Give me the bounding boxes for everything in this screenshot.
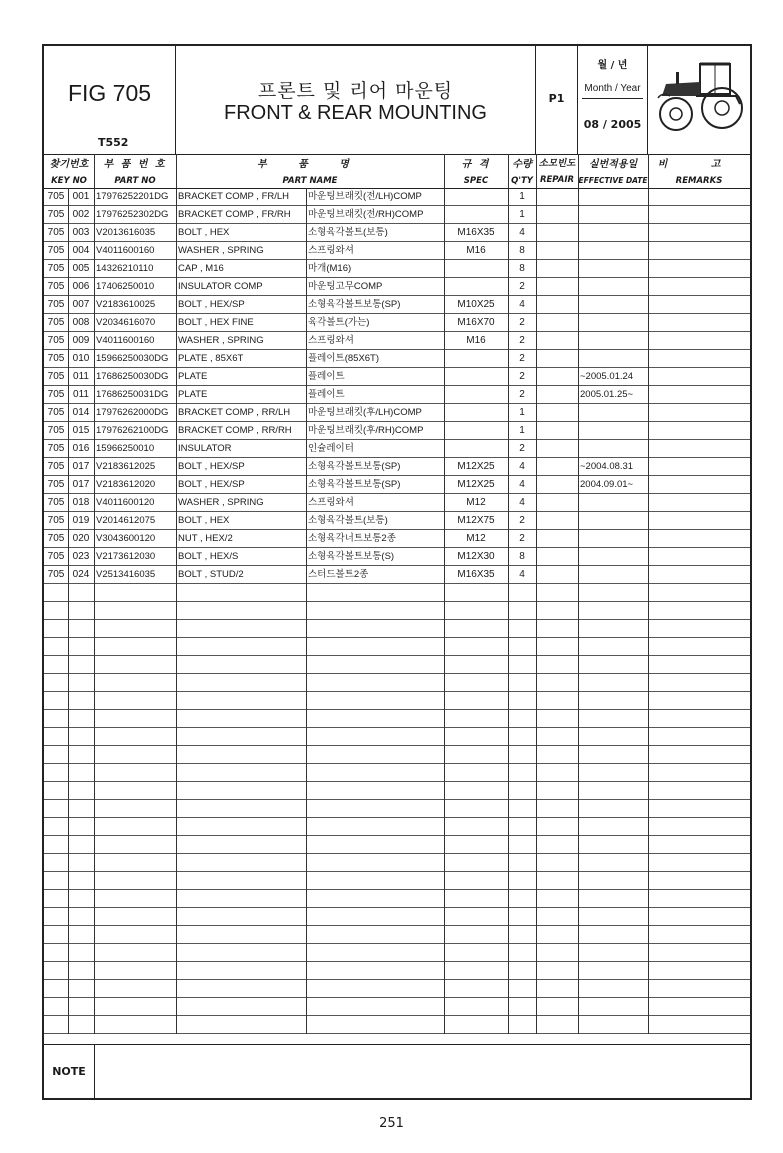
- table-row: [44, 242, 750, 260]
- cell-qty: 8: [519, 551, 525, 562]
- cell-name: BOLT , HEX/S: [178, 551, 239, 562]
- col-remarks: [648, 154, 750, 188]
- cell-spec: M16X35: [457, 227, 495, 238]
- cell-part: V2183612025: [96, 461, 156, 472]
- cell-key: 010: [72, 353, 90, 364]
- cell-name: NUT , HEX/2: [178, 533, 233, 544]
- cell-fig: 705: [47, 479, 65, 490]
- cell-fig: 705: [47, 335, 65, 346]
- cell-fig: 705: [47, 497, 65, 508]
- cell-qty: 2: [519, 317, 525, 328]
- cell-spec: M16X35: [457, 569, 495, 580]
- cell-name-ko: 인슐레이터: [308, 443, 354, 454]
- table-row: [44, 998, 750, 1016]
- column-rule: [536, 154, 537, 1034]
- cell-fig: 705: [47, 551, 65, 562]
- date-label-korean: 월 / 년: [597, 60, 628, 71]
- cell-key: 005: [72, 263, 90, 274]
- col-qty-en: Q'TY: [511, 176, 533, 186]
- note-area: [44, 1044, 750, 1099]
- table-row: [44, 656, 750, 674]
- col-part-ko: 부 품 번 호: [103, 159, 167, 170]
- cell-part: 17976262000DG: [96, 407, 169, 418]
- cell-name-ko: 마개(M16): [308, 263, 352, 274]
- cell-fig: 705: [47, 245, 65, 256]
- cell-key: 020: [72, 533, 90, 544]
- cell-eff: [580, 404, 650, 421]
- sheet-header: [44, 46, 750, 155]
- col-spec-ko: 규 격: [461, 159, 491, 170]
- column-headers: [44, 154, 750, 189]
- cell-part: 15966250010: [96, 443, 155, 454]
- col-remarks-en: REMARKS: [675, 176, 723, 186]
- cell-part: 14326210110: [96, 263, 154, 274]
- cell-eff: [580, 494, 650, 511]
- col-part-en: PART NO: [114, 176, 156, 186]
- col-spec: [444, 154, 508, 188]
- cell-name: BRACKET COMP , RR/LH: [178, 407, 291, 418]
- column-rule: [68, 188, 69, 1034]
- cell-eff: ~2005.01.24: [580, 371, 634, 382]
- cell-fig: 705: [47, 425, 65, 436]
- table-row: [44, 890, 750, 908]
- table-row: [44, 1016, 750, 1034]
- cell-qty: 1: [519, 407, 525, 418]
- cell-fig: 705: [47, 227, 65, 238]
- cell-spec: M12X25: [457, 479, 495, 490]
- table-row: [44, 764, 750, 782]
- cell-name-ko: 스프링와셔: [308, 497, 354, 508]
- cell-key: 006: [72, 281, 90, 292]
- date-box: [578, 46, 648, 154]
- table-row: [44, 494, 750, 512]
- cell-name: BRACKET COMP , FR/LH: [178, 191, 290, 202]
- table-row: [44, 566, 750, 584]
- cell-eff: [580, 206, 650, 223]
- cell-part: V3043600120: [96, 533, 156, 544]
- cell-part: V4011600120: [96, 497, 155, 508]
- table-row: [44, 638, 750, 656]
- cell-qty: 2: [519, 281, 525, 292]
- col-key-no: [44, 154, 94, 188]
- page-number: 251: [379, 1116, 404, 1131]
- cell-key: 011: [73, 371, 89, 382]
- cell-spec: [444, 206, 508, 223]
- cell-eff: [580, 566, 650, 583]
- cell-name-ko: 소형육각볼트보통(SP): [308, 461, 401, 472]
- cell-eff: [580, 260, 650, 277]
- cell-spec: M10X25: [457, 299, 495, 310]
- table-row: [44, 674, 750, 692]
- col-repair-ko: 소모빈도: [538, 158, 576, 169]
- cell-qty: 1: [519, 209, 525, 220]
- table-row: [44, 206, 750, 224]
- table-row: [44, 908, 750, 926]
- table-row: [44, 386, 750, 404]
- title-box: [176, 46, 536, 154]
- cell-spec: M12X25: [457, 461, 495, 472]
- cell-key: 019: [72, 515, 90, 526]
- cell-fig: 705: [47, 407, 65, 418]
- cell-name-ko: 스터드볼트2종: [308, 569, 369, 580]
- cell-name: PLATE: [178, 389, 208, 400]
- cell-key: 011: [73, 389, 89, 400]
- cell-fig: 705: [47, 533, 65, 544]
- cell-part: V2034616070: [96, 317, 156, 328]
- table-row: [44, 782, 750, 800]
- table-row: [44, 728, 750, 746]
- date-value: 08 / 2005: [583, 118, 642, 131]
- title-korean: 프론트 및 리어 마운팅: [257, 80, 454, 102]
- cell-name-ko: 마운팅고무COMP: [308, 281, 383, 292]
- cell-qty: 2: [519, 335, 525, 346]
- cell-fig: 705: [47, 353, 65, 364]
- cell-spec: [444, 440, 508, 457]
- logo-box: [648, 46, 750, 154]
- table-row: [44, 746, 750, 764]
- cell-name: PLATE: [178, 371, 208, 382]
- cell-spec: M16: [466, 335, 486, 346]
- note-label: NOTE: [44, 1045, 95, 1099]
- col-name-en: PART NAME: [282, 176, 338, 186]
- table-row: [44, 512, 750, 530]
- cell-qty: 2: [519, 533, 525, 544]
- figure-number: FIG 705: [67, 80, 152, 106]
- cell-part: V2513416035: [96, 569, 156, 580]
- title-english: FRONT & REAR MOUNTING: [224, 102, 487, 124]
- cell-qty: 2: [519, 353, 525, 364]
- table-row: [44, 926, 750, 944]
- cell-name: BRACKET COMP , RR/RH: [178, 425, 292, 436]
- cell-name: BOLT , STUD/2: [178, 569, 244, 580]
- cell-name-ko: 소형육각너트보통2종: [308, 533, 396, 544]
- cell-key: 016: [72, 443, 90, 454]
- table-row: [44, 980, 750, 998]
- page-box: [536, 46, 578, 154]
- cell-qty: 4: [519, 569, 525, 580]
- cell-eff: 2004.09.01~: [580, 479, 634, 490]
- cell-spec: [444, 188, 508, 205]
- cell-spec: [444, 278, 508, 295]
- column-rule: [306, 188, 307, 1034]
- cell-spec: [444, 368, 508, 385]
- cell-name: BOLT , HEX FINE: [178, 317, 254, 328]
- cell-key: 014: [72, 407, 90, 418]
- cell-eff: [580, 314, 650, 331]
- table-row: [44, 620, 750, 638]
- cell-spec: M12X30: [457, 551, 495, 562]
- cell-fig: 705: [47, 263, 65, 274]
- cell-fig: 705: [47, 443, 65, 454]
- cell-spec: M16: [466, 245, 486, 256]
- cell-eff: [580, 350, 650, 367]
- cell-qty: 1: [519, 425, 525, 436]
- cell-name-ko: 소형육각볼트보통(S): [308, 551, 395, 562]
- table-row: [44, 692, 750, 710]
- cell-name: WASHER , SPRING: [178, 335, 264, 346]
- cell-name: CAP , M16: [178, 263, 224, 274]
- cell-part: V2013616035: [96, 227, 156, 238]
- cell-spec: [444, 404, 508, 421]
- cell-qty: 2: [519, 443, 525, 454]
- cell-spec: M12X75: [457, 515, 495, 526]
- date-divider: [582, 98, 643, 99]
- model-code: T552: [98, 136, 129, 149]
- cell-key: 018: [72, 497, 90, 508]
- cell-part: 17686250031DG: [96, 389, 169, 400]
- table-row: [44, 332, 750, 350]
- table-row: [44, 530, 750, 548]
- col-eff-ko: 실번적용일: [588, 159, 638, 170]
- cell-key: 004: [72, 245, 90, 256]
- cell-eff: [580, 332, 650, 349]
- cell-fig: 705: [47, 461, 65, 472]
- col-spec-en: SPEC: [463, 176, 489, 186]
- cell-spec: M12: [466, 533, 486, 544]
- table-row: [44, 944, 750, 962]
- col-qty: [508, 154, 536, 188]
- table-row: [44, 836, 750, 854]
- cell-spec: [444, 350, 508, 367]
- column-rule: [578, 154, 579, 1034]
- cell-name: WASHER , SPRING: [178, 497, 264, 508]
- cell-fig: 705: [47, 299, 65, 310]
- cell-qty: 4: [519, 479, 525, 490]
- cell-qty: 4: [519, 227, 525, 238]
- cell-name-ko: 소형육각볼트(보통): [308, 227, 388, 238]
- col-eff-en: EFFECTIVE DATE: [578, 176, 648, 185]
- cell-key: 002: [72, 209, 90, 220]
- cell-name-ko: 소형육각볼트(보통): [308, 515, 388, 526]
- table-row: [44, 476, 750, 494]
- cell-key: 024: [72, 569, 90, 580]
- col-qty-ko: 수량: [512, 159, 532, 170]
- date-label-english: Month / Year: [584, 83, 641, 94]
- table-row: [44, 296, 750, 314]
- col-effective-date: [578, 154, 648, 188]
- table-row: [44, 602, 750, 620]
- cell-spec: M12: [466, 497, 486, 508]
- table-row: [44, 368, 750, 386]
- table-row: [44, 422, 750, 440]
- cell-spec: [444, 422, 508, 439]
- column-rule: [508, 154, 509, 1034]
- cell-part: V4011600160: [96, 245, 155, 256]
- cell-name: INSULATOR: [178, 443, 232, 454]
- cell-name: PLATE , 85X6T: [178, 353, 244, 364]
- cell-eff: [580, 422, 650, 439]
- col-name-ko: 부 품 명: [257, 159, 363, 170]
- col-part-name: [176, 154, 444, 188]
- col-repair-en: REPAIR: [539, 175, 575, 185]
- cell-part: 15966250030DG: [96, 353, 169, 364]
- figure-box: [44, 46, 176, 154]
- table-row: [44, 710, 750, 728]
- table-row: [44, 584, 750, 602]
- cell-part: V4011600160: [96, 335, 155, 346]
- col-key-ko: 찾기번호: [49, 159, 89, 170]
- cell-spec: M16X70: [457, 317, 495, 328]
- cell-part: 17976252201DG: [96, 191, 169, 202]
- cell-qty: 4: [519, 299, 525, 310]
- cell-part: V2183612020: [96, 479, 156, 490]
- cell-spec: [444, 386, 508, 403]
- cell-key: 001: [72, 191, 90, 202]
- cell-part: V2014612075: [96, 515, 156, 526]
- cell-fig: 705: [47, 281, 65, 292]
- cell-eff: [580, 242, 650, 259]
- cell-name-ko: 마운팅브래킷(후/RH)COMP: [308, 425, 424, 436]
- cell-eff: [580, 548, 650, 565]
- cell-name: BOLT , HEX/SP: [178, 299, 245, 310]
- cell-name-ko: 플레이트: [308, 389, 345, 400]
- cell-fig: 705: [47, 209, 65, 220]
- table-row: [44, 872, 750, 890]
- cell-key: 003: [72, 227, 90, 238]
- cell-fig: 705: [47, 317, 65, 328]
- table-row: [44, 458, 750, 476]
- cell-key: 017: [72, 479, 90, 490]
- cell-key: 023: [72, 551, 90, 562]
- cell-part: V2183610025: [96, 299, 156, 310]
- tractor-icon: [656, 58, 744, 134]
- cell-name-ko: 스프링와셔: [308, 245, 354, 256]
- cell-part: V2173612030: [96, 551, 156, 562]
- col-key-en: KEY NO: [51, 176, 87, 186]
- cell-key: 007: [72, 299, 90, 310]
- table-row: [44, 404, 750, 422]
- cell-name-ko: 마운팅브래킷(후/LH)COMP: [308, 407, 422, 418]
- cell-spec: [444, 260, 508, 277]
- cell-name: BOLT , HEX: [178, 227, 230, 238]
- cell-key: 017: [72, 461, 90, 472]
- table-row: [44, 314, 750, 332]
- table-row: [44, 260, 750, 278]
- col-remarks-ko: 비 고: [657, 159, 741, 170]
- cell-name-ko: 플레이트(85X6T): [308, 353, 380, 364]
- cell-name: INSULATOR COMP: [178, 281, 263, 292]
- table-row: [44, 350, 750, 368]
- cell-part: 17406250010: [96, 281, 155, 292]
- cell-eff: 2005.01.25~: [580, 389, 634, 400]
- table-row: [44, 854, 750, 872]
- cell-name-ko: 마운팅브래킷(전/RH)COMP: [308, 209, 424, 220]
- cell-name: BOLT , HEX: [178, 515, 230, 526]
- cell-part: 17976252302DG: [96, 209, 169, 220]
- cell-name-ko: 마운팅브래킷(전/LH)COMP: [308, 191, 422, 202]
- table-row: [44, 278, 750, 296]
- cell-qty: 4: [519, 497, 525, 508]
- cell-eff: [580, 440, 650, 457]
- cell-qty: 2: [519, 515, 525, 526]
- cell-eff: [580, 188, 650, 205]
- col-part-no: [94, 154, 176, 188]
- cell-name: WASHER , SPRING: [178, 245, 264, 256]
- cell-qty: 8: [519, 245, 525, 256]
- cell-name-ko: 소형육각볼트보통(SP): [308, 299, 401, 310]
- table-row: [44, 548, 750, 566]
- cell-eff: [580, 278, 650, 295]
- cell-qty: 1: [519, 191, 525, 202]
- cell-fig: 705: [47, 515, 65, 526]
- cell-fig: 705: [47, 371, 65, 382]
- cell-name-ko: 플레이트: [308, 371, 345, 382]
- table-row: [44, 962, 750, 980]
- cell-eff: [580, 530, 650, 547]
- cell-key: 008: [72, 317, 90, 328]
- page-code: P1: [548, 92, 565, 105]
- parts-sheet: [42, 44, 752, 1100]
- cell-name: BRACKET COMP , FR/RH: [178, 209, 291, 220]
- cell-name: BOLT , HEX/SP: [178, 479, 245, 490]
- table-row: [44, 440, 750, 458]
- cell-part: 17976262100DG: [96, 425, 169, 436]
- cell-eff: ~2004.08.31: [580, 461, 634, 472]
- cell-eff: [580, 296, 650, 313]
- cell-name: BOLT , HEX/SP: [178, 461, 245, 472]
- cell-fig: 705: [47, 389, 65, 400]
- cell-name-ko: 소형육각볼트보통(SP): [308, 479, 401, 490]
- table-row: [44, 800, 750, 818]
- cell-qty: 4: [519, 461, 525, 472]
- cell-fig: 705: [47, 191, 65, 202]
- table-row: [44, 188, 750, 206]
- col-repair: [536, 154, 578, 188]
- column-rule: [176, 154, 177, 1034]
- cell-part: 17686250030DG: [96, 371, 169, 382]
- cell-qty: 2: [519, 389, 525, 400]
- column-rule: [648, 154, 649, 1034]
- cell-name-ko: 스프링와셔: [308, 335, 354, 346]
- cell-eff: [580, 512, 650, 529]
- cell-fig: 705: [47, 569, 65, 580]
- cell-name-ko: 육각볼트(가는): [308, 317, 370, 328]
- column-rule: [94, 154, 95, 1034]
- table-row: [44, 224, 750, 242]
- table-row: [44, 818, 750, 836]
- column-rule: [444, 154, 445, 1034]
- cell-key: 015: [72, 425, 90, 436]
- cell-key: 009: [72, 335, 90, 346]
- cell-qty: 2: [519, 371, 525, 382]
- cell-qty: 8: [519, 263, 525, 274]
- cell-eff: [580, 224, 650, 241]
